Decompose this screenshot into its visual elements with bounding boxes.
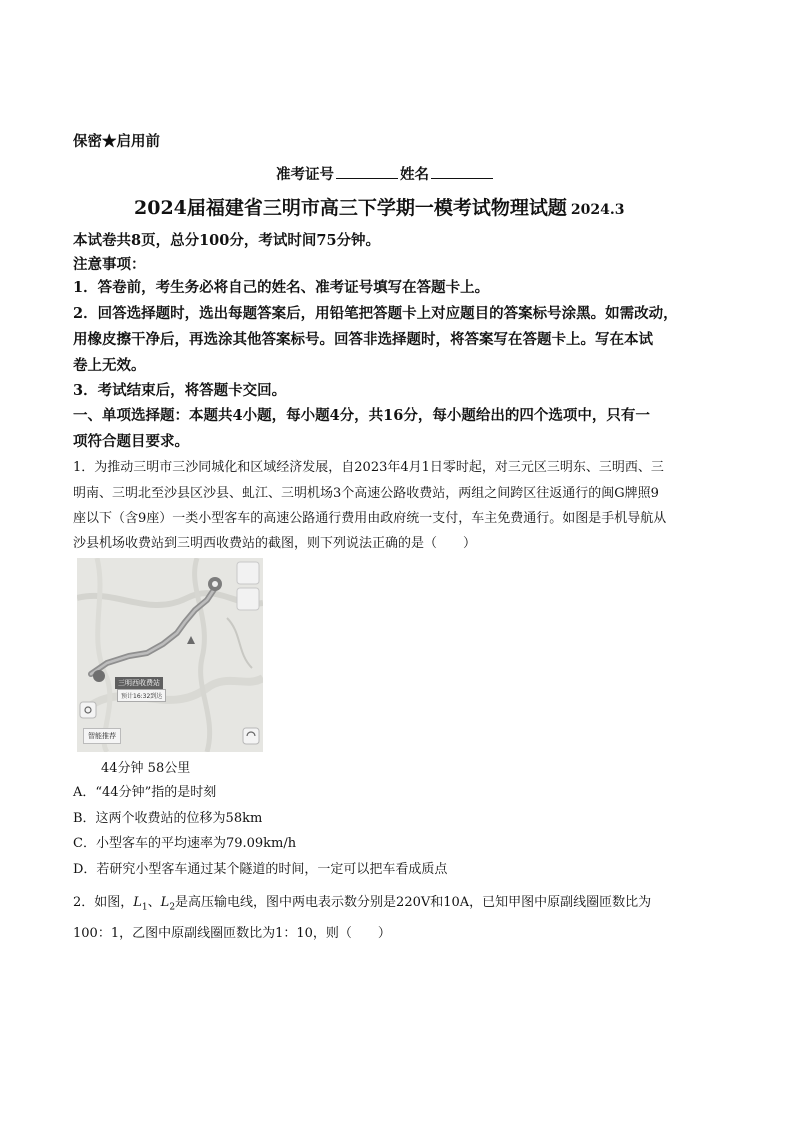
q2-sep: 、 bbox=[147, 895, 161, 910]
exam-id-label: 准考证号 bbox=[276, 166, 334, 183]
note-item: 1．答卷前，考生务必将自己的姓名、准考证号填写在答题卡上。 bbox=[73, 279, 490, 296]
note-item: 3．考试结束后，将答题卡交回。 bbox=[73, 382, 287, 399]
section-heading-cont: 项符合题目要求。 bbox=[73, 433, 189, 450]
q1-text: 座以下（含9座）一类小型客车的高速公路通行费用由政府统一支付，车主免费通行。如图是手机导航从 bbox=[73, 511, 667, 526]
notes-heading: 注意事项： bbox=[73, 256, 146, 273]
note-item: 2．回答选择题时，选出每题答案后，用铅笔把答题卡上对应题目的答案标号涂黑。如需改动， bbox=[73, 305, 678, 322]
map-caption: 44分钟 58公里 bbox=[101, 761, 191, 776]
map-eta-label: 预计16:32到达 bbox=[117, 689, 166, 702]
q1-option-b: B．这两个收费站的位移为58km bbox=[73, 811, 263, 826]
q2-text bbox=[73, 891, 651, 913]
name-blank bbox=[431, 166, 493, 179]
name-label: 姓名 bbox=[400, 166, 429, 183]
q1-text: 明南、三明北至沙县区沙县、虬江、三明机场3个高速公路收费站，两组之间跨区往返通行的闽G牌照9 bbox=[73, 486, 659, 501]
q2-text-cont: 100：1，乙图中原副线圈匝数比为1：10，则（ ） bbox=[73, 926, 391, 941]
exam-id-blank bbox=[336, 166, 398, 179]
q2-l2-sub: 2 bbox=[169, 902, 176, 913]
page-title bbox=[134, 193, 624, 220]
q1-option-c: C．小型客车的平均速率为79.09km/h bbox=[73, 836, 297, 851]
q2-suffix: 是高压输电线，图中两电表示数分别是220V和10A，已知甲图中原副线圈匝数比为 bbox=[175, 895, 652, 910]
q2-l2: L bbox=[160, 895, 170, 910]
q1-option-a: A．“44分钟”指的是时刻 bbox=[73, 785, 217, 800]
intro-text: 本试卷共8页，总分100分，考试时间75分钟。 bbox=[73, 232, 381, 249]
q1-option-d: D．若研究小型客车通过某个隧道的时间，一定可以把车看成质点 bbox=[73, 862, 448, 877]
map-graphic bbox=[77, 558, 263, 752]
note-item: 用橡皮擦干净后，再选涂其他答案标号。回答非选择题时，将答案写在答题卡上。写在本试 bbox=[73, 331, 653, 348]
q1-text: 1．为推动三明市三沙同城化和区域经济发展，自2023年4月1日零时起，对三元区三明东、三明西、三 bbox=[73, 460, 664, 475]
title-main: 2024届福建省三明市高三下学期一模考试物理试题 bbox=[134, 197, 567, 219]
navigation-map-figure bbox=[77, 558, 263, 752]
map-recommend-button: 智能推荐 bbox=[83, 728, 121, 744]
q2-prefix: 2．如图， bbox=[73, 895, 134, 910]
exam-id-name-line bbox=[276, 163, 495, 184]
confidential-mark: 保密★启用前 bbox=[73, 133, 160, 150]
q2-l1: L bbox=[133, 895, 142, 910]
q1-text: 沙县机场收费站到三明西收费站的截图，则下列说法正确的是（ ） bbox=[73, 536, 477, 551]
section-heading: 一、单项选择题：本题共4小题，每小题4分，共16分，每小题给出的四个选项中，只有一 bbox=[73, 407, 650, 424]
title-date: 2024.3 bbox=[570, 202, 625, 218]
q2-l1-sub: 1 bbox=[141, 902, 148, 913]
note-item: 卷上无效。 bbox=[73, 357, 146, 374]
map-destination-label: 三明西收费站 bbox=[115, 677, 163, 689]
